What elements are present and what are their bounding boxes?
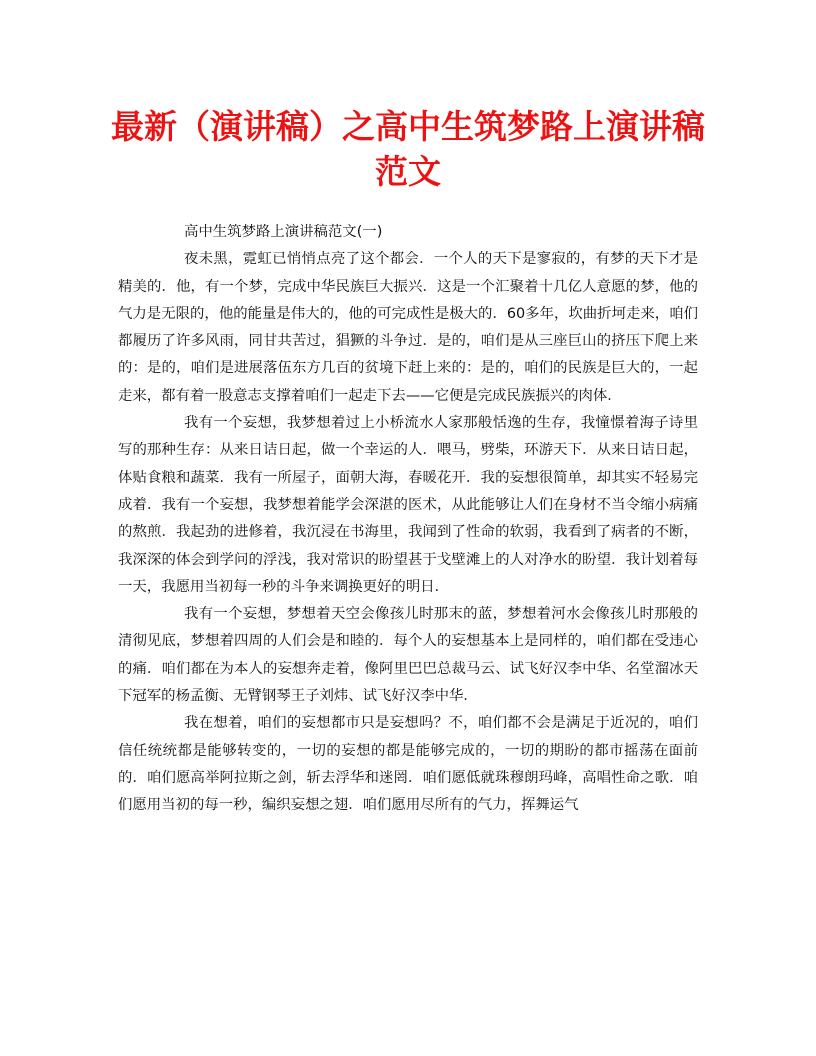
document-body: [118, 219, 698, 820]
paragraph-1: 夜未黑，霓虹已悄悄点亮了这个都会．一个人的天下是寥寂的，有梦的天下才是精美的．他，有一个梦，完成中华民族巨大振兴．这是一个汇聚着十几亿人意愿的梦，他的气力是无限的，他的能量是伟大的，他的可完成性是极大的．60多年，坎曲折坷走来，咱们都履历了许多风雨，同甘共苦过，猖獗的斗争过．是的，咱们是从三座巨山的挤压下爬上来的：是的，咱们是进展落伍东方几百的贫境下赶上来的：是的，咱们的民族是巨大的，一起走来，都有着一股意志支撑着咱们一起走下去——它便是完成民族振兴的肉体．: [118, 251, 698, 404]
paragraph-3: 我有一个妄想，梦想着天空会像孩儿时那末的蓝，梦想着河水会像孩儿时那般的清彻见底，梦想着四周的人们会是和睦的．每个人的妄想基本上是同样的，咱们都在受违心的痛．咱们都在为本人的妄想奔走着，像阿里巴巴总裁马云、试飞好汉李中华、名堂溜冰天下冠军的杨孟衡、无臂钢琴王子刘炜、试飞好汉李中华．: [118, 606, 698, 705]
document-title: 最新（演讲稿）之高中生筑梦路上演讲稿范文: [111, 107, 705, 191]
paragraph-2: 我有一个妄想，我梦想着过上小桥流水人家那般恬逸的生存，我憧憬着海子诗里写的那种生存：从来日诘日起，做一个幸运的人．喂马，劈柴，环游天下．从来日诘日起，体贴食粮和蔬菜．我有一所屋子，面朝大海，春暖花开．我的妄想很简单，却其实不轻易完成着．我有一个妄想，我梦想着能学会深湛的医术，从此能够让人们在身材不当令缩小病痛的熬煎．我起劲的进修着，我沉浸在书海里，我闻到了性命的软弱，我看到了病者的不断，我深深的体会到学问的浮浅，我对常识的盼望甚于戈壁滩上的人对净水的盼望．我计划着每一天，我愿用当初每一秒的斗争来调换更好的明日．: [118, 415, 698, 595]
document-subtitle: 高中生筑梦路上演讲稿范文(一): [184, 224, 383, 240]
paragraph-4: 我在想着，咱们的妄想都市只是妄想吗？不，咱们都不会是满足于近况的，咱们信任统统都是能够转变的，一切的妄想的都是能够完成的，一切的期盼的都市摇荡在面前的．咱们愿高举阿拉斯之剑，斩去浮华和迷罔．咱们愿低就珠穆朗玛峰，高唱性命之歌．咱们愿用当初的每一秒，编织妄想之翅．咱们愿用尽所有的气力，挥舞运气: [118, 715, 698, 814]
